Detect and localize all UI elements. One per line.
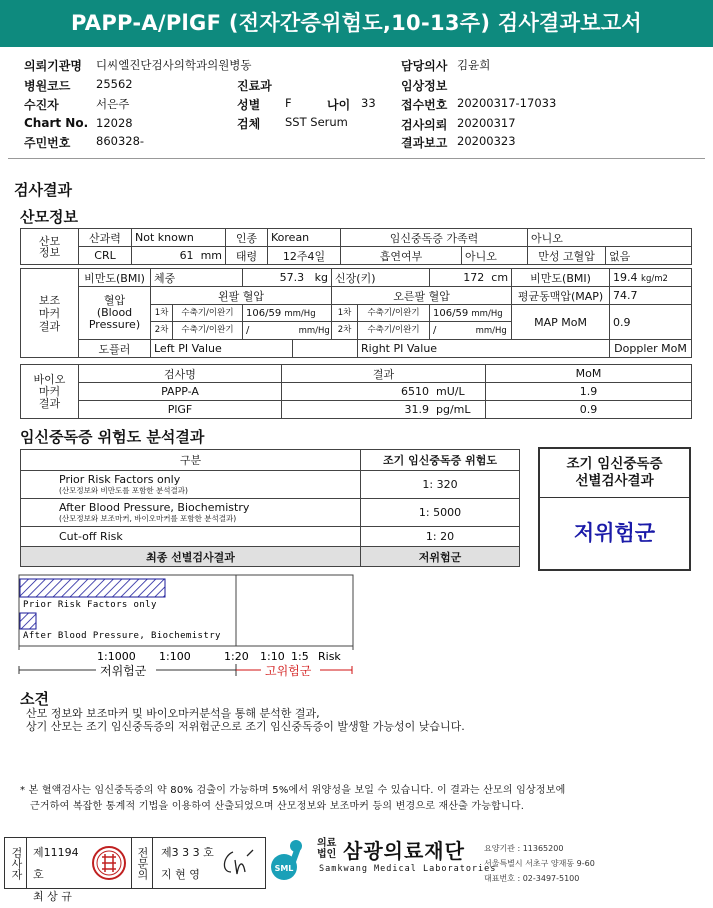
after-bp-bar-label: After Blood Pressure, Biochemistry <box>23 631 221 641</box>
right-first-sysdia: 수축기/이완기 <box>358 305 430 322</box>
analysis-row-label: Cut-off Risk <box>21 527 361 547</box>
specimen-value: SST Serum <box>285 115 348 129</box>
tick-label: 1:20 <box>224 650 249 663</box>
height-unit: cm <box>491 271 509 284</box>
prior-risk-bar <box>20 579 165 597</box>
height-label: 신장(키) <box>332 269 430 287</box>
right-first-value: 106/59 <box>433 307 469 319</box>
crl-value: 61 <box>179 249 194 262</box>
bio-col-name: 검사명 <box>79 365 282 383</box>
analysis-row-value: 1: 20 <box>361 527 520 547</box>
tester-name: 최 상 규 <box>33 890 72 903</box>
specialist-name: 지 현 영 <box>161 868 200 881</box>
logo-badge: SML <box>274 864 294 873</box>
family-history-value: 아니오 <box>528 229 692 247</box>
org-phone: 대표번호 : 02-3497-5100 <box>484 874 580 883</box>
sex-label: 성별 <box>237 98 261 112</box>
risk-chart <box>16 574 356 686</box>
analysis-row-sub: (산모정보와 비만도를 포함한 분석결과) <box>59 485 188 495</box>
specimen-label: 검체 <box>237 117 261 131</box>
sex-value: F <box>285 96 292 110</box>
opinion-title: 소견 <box>20 690 49 708</box>
bmi-unit: kg/m2 <box>641 274 668 284</box>
report-title: PAPP-A/PlGF (전자간증위험도,10-13주) 검사결과보고서 <box>0 0 713 47</box>
hosp-code-value: 25562 <box>96 77 133 91</box>
org-address: 서울특별시 서초구 양재동 9-60 <box>484 859 595 868</box>
maternal-title: 산모정보 <box>20 208 78 226</box>
specialist-label: 전문의 <box>131 838 153 888</box>
right-second-sysdia: 수축기/이완기 <box>358 322 430 339</box>
table-row <box>21 401 692 419</box>
map-mom-value: 0.9 <box>610 305 692 340</box>
bmi-label: 비만도(BMI) <box>79 269 151 287</box>
bio-name: PlGF <box>79 401 282 419</box>
clinical-label: 임상정보 <box>401 79 448 93</box>
race-value: Korean <box>268 229 341 247</box>
result-box <box>538 447 691 571</box>
age-value: 33 <box>361 96 376 110</box>
right-first-unit: mm/Hg <box>471 308 503 319</box>
request-value: 20200317 <box>457 116 516 130</box>
header-divider <box>8 158 705 159</box>
report-label: 결과보고 <box>401 136 448 150</box>
prior-risk-bar-label: Prior Risk Factors only <box>23 600 157 610</box>
right-arm-bp-label: 오른팔 혈압 <box>332 287 512 305</box>
org-name: 삼광의료재단 <box>343 839 465 863</box>
weight-unit: kg <box>314 271 329 284</box>
hosp-code-label: 병원코드 <box>24 79 71 93</box>
table-row <box>21 471 520 499</box>
footnote-line: * 본 혈액검사는 임신중독증의 약 80% 검출이 가능하며 5%에서 위양성을 보일 수 있습니다. 이 결과는 산모의 임상정보에 <box>20 785 566 796</box>
inst-label: 의뢰기관명 <box>24 59 82 73</box>
ga-label: 태령 <box>226 247 268 265</box>
bio-name: PAPP-A <box>79 383 282 401</box>
org-prefix: 의료 법인 <box>317 838 337 860</box>
chart-label: Chart No. <box>24 116 89 130</box>
tick-label: Risk <box>318 650 341 663</box>
bio-mom: 0.9 <box>486 401 692 419</box>
weight-label: 체중 <box>151 269 243 287</box>
final-result-label: 최종 선별검사결과 <box>21 547 361 567</box>
bmi2-label: 비만도(BMI) <box>512 269 610 287</box>
bio-mom: 1.9 <box>486 383 692 401</box>
biomarker-table <box>20 364 692 419</box>
tester-label: 검사자 <box>5 838 27 888</box>
map-label: 평균동맥압(MAP) <box>512 287 610 305</box>
tick-label: 1:1000 <box>97 650 136 663</box>
bio-col-mom: MoM <box>486 365 692 383</box>
result-box-title: 조기 임신중독증 선별검사결과 <box>540 449 689 498</box>
specialist-license: 제3 3 3 호 <box>161 846 214 859</box>
analysis-table <box>20 449 520 567</box>
request-label: 검사의뢰 <box>401 118 448 132</box>
parity-label: 산과력 <box>79 229 132 247</box>
final-result-value: 저위험군 <box>361 547 520 567</box>
left-arm-bp-label: 왼팔 혈압 <box>151 287 332 305</box>
high-risk-label: 고위험군 <box>265 664 312 678</box>
opinion-text <box>26 707 465 733</box>
bio-unit: mU/L <box>436 385 465 398</box>
map-mom-label: MAP MoM <box>512 305 610 340</box>
doppler-label: 도플러 <box>79 340 151 358</box>
chart-value: 12028 <box>96 116 133 130</box>
crl-unit: mm <box>200 249 222 262</box>
after-bp-bar <box>20 613 36 629</box>
left-second-sysdia: 수축기/이완기 <box>173 322 243 339</box>
footnote <box>20 783 565 815</box>
doctor-value: 김윤희 <box>457 58 491 72</box>
bio-unit: pg/mL <box>436 403 471 416</box>
left-first-unit: mm/Hg <box>284 308 316 319</box>
analysis-col-category: 구분 <box>21 450 361 471</box>
doctor-label: 담당의사 <box>401 59 448 73</box>
specialist-signature <box>219 838 265 888</box>
weight-value: 57.3 <box>279 271 305 284</box>
result-box-value: 저위험군 <box>573 521 656 545</box>
rrn-label: 주민번호 <box>24 136 71 150</box>
age-label: 나이 <box>327 98 351 112</box>
race-label: 인종 <box>226 229 268 247</box>
bio-value: 6510 <box>401 385 429 398</box>
aux-marker-table <box>20 268 692 358</box>
patient-value: 서은주 <box>96 97 130 111</box>
parity-value: Not known <box>132 229 226 247</box>
results-title: 검사결과 <box>14 181 72 199</box>
analysis-row-sub: (산모정보와 보조마커, 바이오마커를 포함한 분석결과) <box>59 513 237 523</box>
chronic-htn-value: 없음 <box>606 247 692 265</box>
left-second-value: / <box>246 325 250 336</box>
tester-seal <box>87 838 131 888</box>
bio-col-result: 결과 <box>282 365 486 383</box>
footnote-line: 근거하여 복잡한 통계적 기법을 이용하여 산출되었으며 산모정보와 보조마커 등의 변경으로 재산출 가능합니다. <box>30 801 525 812</box>
table-row <box>21 499 520 527</box>
bio-group: 바이오 마커 결과 <box>21 365 79 419</box>
dept-label: 진료과 <box>237 79 272 93</box>
org-english-name: Samkwang Medical Laboratories <box>319 864 497 874</box>
family-history-label: 임신중독증 가족력 <box>341 229 528 247</box>
right-second-label: 2차 <box>332 322 358 339</box>
right-second-value: / <box>433 325 437 336</box>
left-first-label: 1차 <box>151 305 173 322</box>
analysis-title: 임신중독증 위험도 분석결과 <box>20 428 205 446</box>
analysis-row-value: 1: 320 <box>361 471 520 499</box>
maternal-group: 산모 정보 <box>21 229 79 265</box>
left-pi-label: Left PI Value <box>151 340 293 358</box>
right-pi-label: Right PI Value <box>358 340 610 358</box>
tick-label: 1:10 <box>260 650 285 663</box>
bio-value: 31.9 <box>404 403 429 416</box>
rrn-value: 860328- <box>96 134 145 148</box>
smoking-value: 아니오 <box>462 247 528 265</box>
left-second-label: 2차 <box>151 322 173 339</box>
right-first-label: 1차 <box>332 305 358 322</box>
patient-label: 수진자 <box>24 98 59 112</box>
map-value: 74.7 <box>610 287 692 305</box>
table-row <box>21 383 692 401</box>
opinion-line: 상기 산모는 조기 임신중독증의 저위험군으로 조기 임신중독증이 발생할 가능성이 낮습니다. <box>26 720 465 733</box>
analysis-row-label: After Blood Pressure, Biochemistry <box>59 500 250 514</box>
bp-label: 혈압 (Blood Pressure) <box>79 287 151 340</box>
tick-label: 1:5 <box>291 650 309 663</box>
smoking-label: 흡연여부 <box>341 247 462 265</box>
table-row <box>21 527 520 547</box>
height-value: 172 <box>463 271 485 284</box>
org-code: 요양기관 : 11365200 <box>484 844 564 853</box>
left-first-sysdia: 수축기/이완기 <box>173 305 243 322</box>
chronic-htn-label: 만성 고혈압 <box>528 247 606 265</box>
accession-value: 20200317-17033 <box>457 96 557 110</box>
left-second-unit: mm/Hg <box>298 326 330 336</box>
tester-license: 제11194호 <box>33 846 79 881</box>
inst-value: 디씨엘진단검사의학과의원병동 <box>96 58 252 72</box>
bmi-value: 19.4 <box>613 271 638 284</box>
crl-label: CRL <box>79 247 132 265</box>
doppler-mom-label: Doppler MoM <box>610 340 692 358</box>
maternal-table <box>20 228 692 265</box>
left-first-value: 106/59 <box>246 307 282 319</box>
analysis-row-value: 1: 5000 <box>361 499 520 527</box>
low-risk-label: 저위험군 <box>100 664 147 678</box>
right-second-unit: mm/Hg <box>475 326 507 336</box>
opinion-line: 산모 정보와 보조마커 및 바이오마커분석을 통해 분석한 결과, <box>26 707 320 720</box>
analysis-row-label: Prior Risk Factors only <box>59 472 181 486</box>
signature-box <box>4 837 266 903</box>
report-value: 20200323 <box>457 134 516 148</box>
ga-value: 12주4일 <box>268 247 341 265</box>
accession-label: 접수번호 <box>401 98 448 112</box>
sml-logo-icon <box>268 834 308 888</box>
analysis-col-risk: 조기 임신중독증 위험도 <box>361 450 520 471</box>
tick-label: 1:100 <box>159 650 191 663</box>
aux-group: 보조 마커 결과 <box>21 269 79 358</box>
